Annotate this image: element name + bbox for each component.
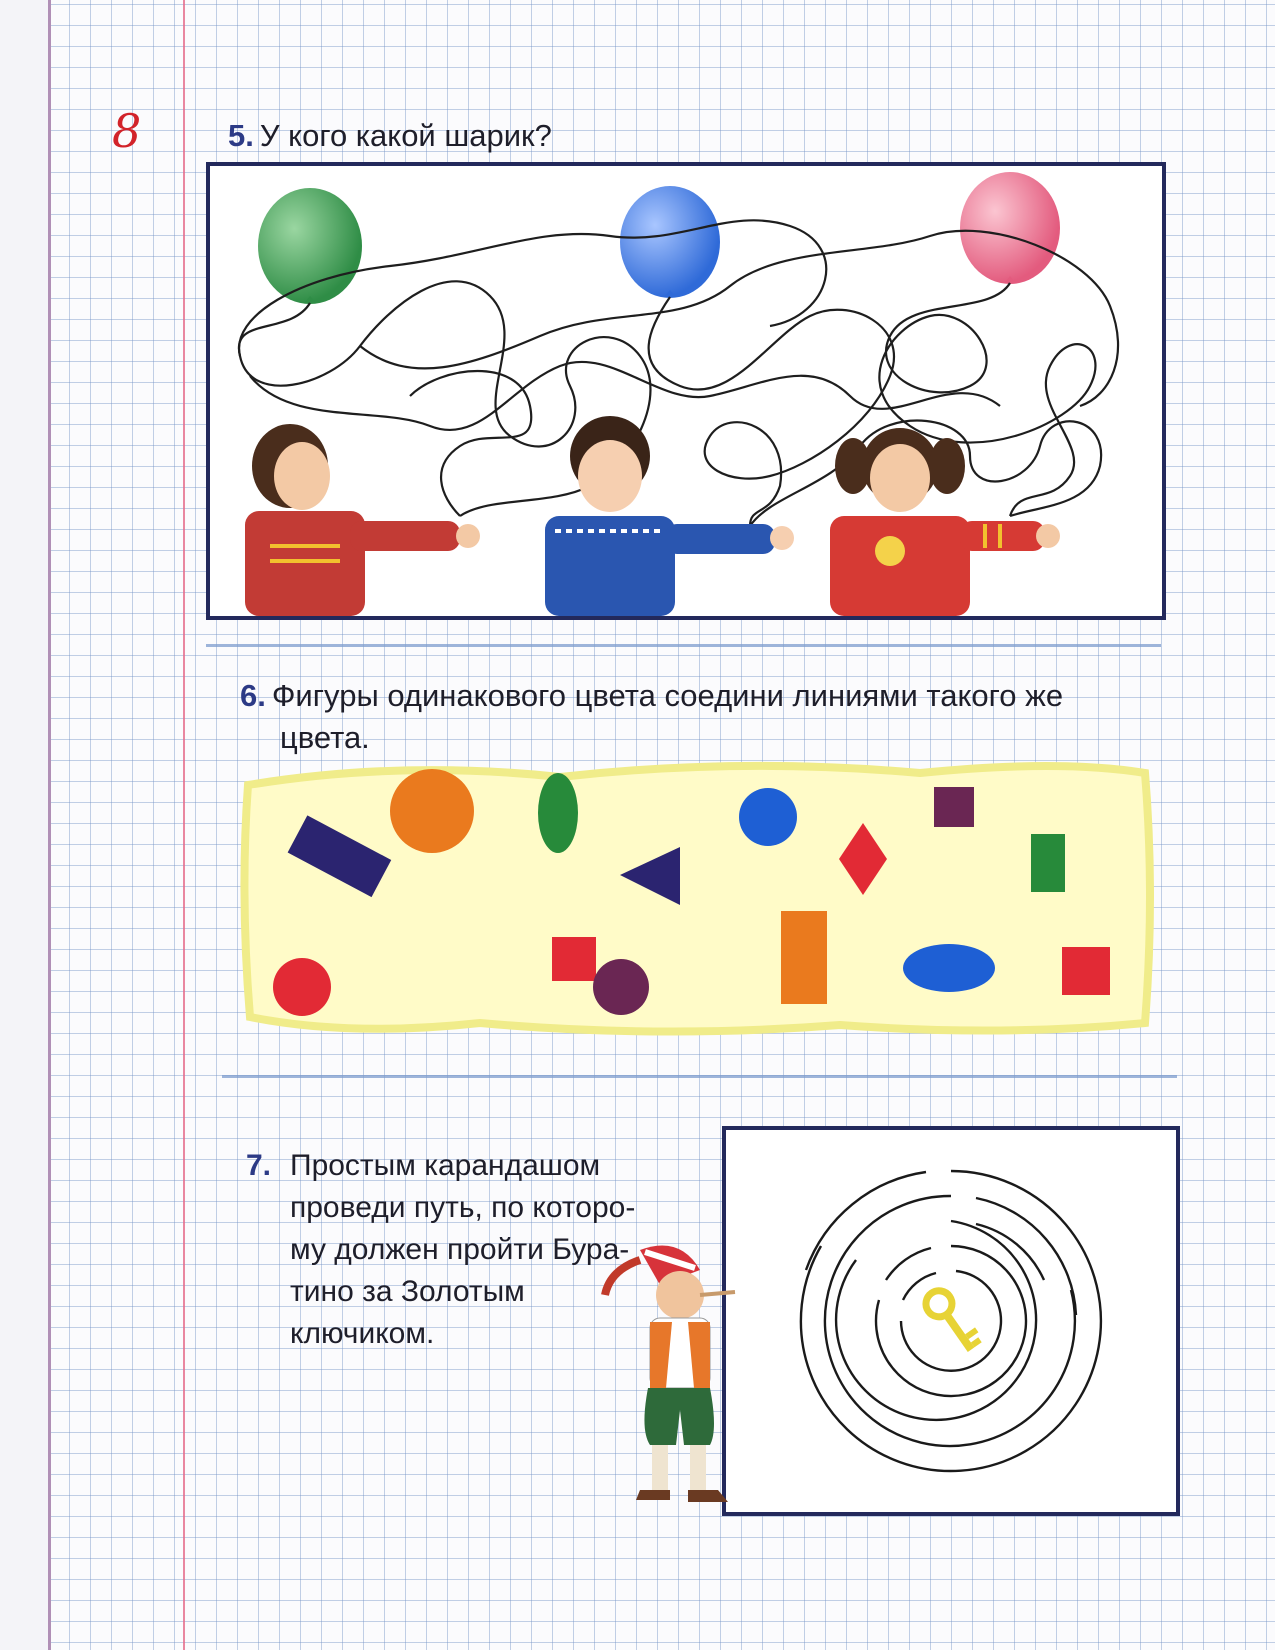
divider-1: [206, 644, 1161, 647]
task6-text-line1: Фигуры одинакового цвета соедини линиями такого же: [271, 678, 1064, 713]
task5-title: [228, 116, 552, 156]
buratino-figure: [600, 1240, 740, 1530]
binding-strip: [0, 0, 50, 1650]
divider-2: [222, 1075, 1177, 1078]
girl-left-arm: [350, 521, 460, 551]
task7-line-4: тино за Золотым: [290, 1275, 525, 1308]
balloons-maze-illustration: [210, 166, 1162, 616]
purple-square: [934, 787, 974, 827]
pink-balloon: [960, 172, 1060, 284]
blue-balloon: [620, 186, 720, 298]
colored-shapes-panel: [240, 755, 1160, 1040]
red-square-2: [1062, 947, 1110, 995]
task7-line-1: Простым карандашом: [290, 1149, 601, 1182]
orange-rectangle: [781, 911, 827, 1004]
binding-edge: [48, 0, 51, 1650]
green-balloon: [258, 188, 362, 304]
task6-title-line2: цвета.: [280, 720, 370, 755]
panel-background: [244, 766, 1150, 1032]
boy-arm: [665, 524, 775, 554]
task7-line-2: проведи путь, по которо-: [290, 1191, 636, 1224]
task5-text: У кого какой шарик?: [259, 118, 552, 153]
girl-left: [245, 424, 480, 616]
task7-line-3: му должен пройти Бура-: [290, 1233, 630, 1266]
task7-line-5: ключиком.: [290, 1317, 435, 1350]
red-circle: [273, 958, 331, 1016]
red-square: [552, 937, 596, 981]
task5-number: 5.: [228, 118, 254, 153]
blue-ellipse: [903, 944, 995, 992]
task6-number: 6.: [240, 678, 266, 713]
circular-maze: [726, 1130, 1176, 1512]
task6-title: [240, 676, 1063, 716]
task7-number: 7.: [246, 1149, 272, 1182]
purple-circle: [593, 959, 649, 1015]
page-number: 8: [112, 104, 142, 158]
orange-circle: [390, 769, 474, 853]
girl-right: [830, 428, 1060, 616]
margin-line: [183, 0, 185, 1650]
girl-right-arm: [960, 521, 1045, 551]
blue-circle: [739, 788, 797, 846]
green-rectangle: [1031, 834, 1065, 892]
task5-picture-frame: [206, 162, 1166, 620]
boy-center: [545, 416, 794, 616]
green-ellipse: [538, 773, 578, 853]
golden-key: [921, 1284, 984, 1357]
maze-frame: [722, 1126, 1180, 1516]
